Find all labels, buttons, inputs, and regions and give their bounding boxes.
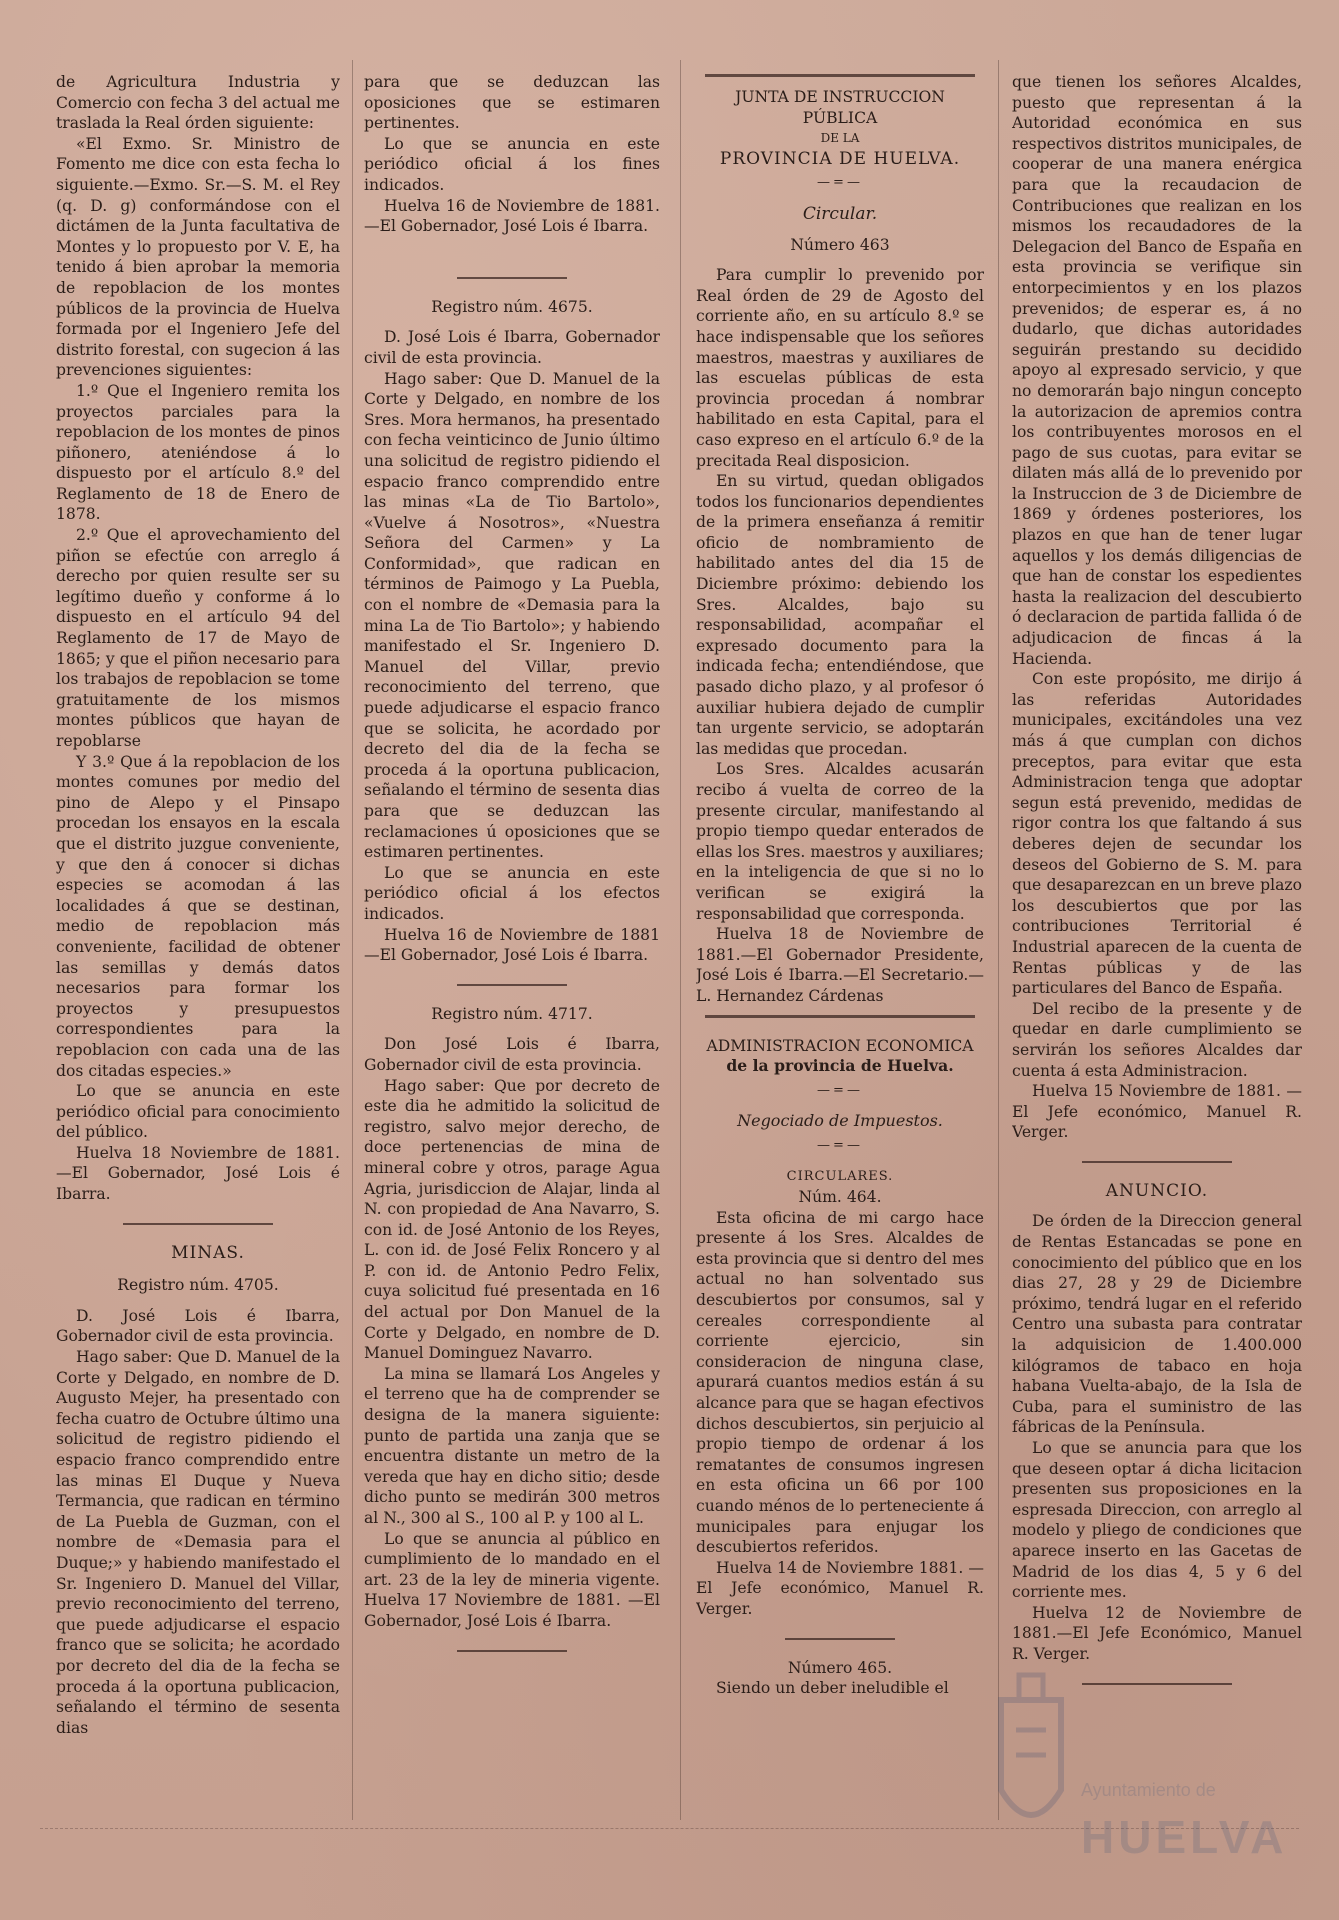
separator-rule	[705, 74, 975, 77]
section-heading: JUNTA DE INSTRUCCION PÚBLICA	[735, 88, 945, 127]
coat-of-arms-icon	[991, 1670, 1071, 1870]
paragraph: Lo que se anuncia para que los que deseen optar á dicha licitacion presenten sus proposiciones en la espresada Direccion, con arreglo al modelo y pliego de condiciones que aparece inserto en las Gacetas de Madrid de los dias 4, 5 y 6 del corriente mes.	[1012, 1439, 1302, 1602]
column-2	[364, 72, 660, 1822]
paragraph: La mina se llamará Los Angeles y el terreno que ha de comprender se designa de la manera siguiente: punto de partida una zanja que se encuentra distante un metro de la vereda que hay en dicho sitio; desde dicho punto se medirán 300 metros al N., 300 al S., 100 al P. y 100 al L.	[364, 1364, 660, 1527]
registro-header: Don José Lois é Ibarra, Gobernador civil de esta provincia.	[364, 1035, 660, 1074]
section-heading: DE LA	[820, 131, 860, 146]
column-4	[1012, 72, 1302, 1822]
paragraph: Esta oficina de mi cargo hace presente á los Sres. Alcaldes de esta provincia que si dentro del mes actual no han solventado sus descubiertos por consumos, sal y cereales correspondiente al corriente ejercicio, sin consideracion de ninguna clase, apurará cuantos medios están á su alcance para que se hagan efectivos dichos descubiertos, sin perjuicio al propio tiempo de ordenar á los rematantes de consumos ingresen en esta oficina un 66 por 100 cuando ménos de lo perteneciente á municipales para enjugar los descubiertos referidos.	[696, 1208, 984, 1557]
paragraph: 2.º Que el aprovechamiento del piñon se efectúe con arreglo á derecho por quien resulte ser su legítimo dueño y conforme á lo dispuesto en el artículo 94 del Reglamento de 17 de Mayo de 1865; y que el piñon necesario para los trabajos de repoblacion se tome gratuitamente de los mismos montes públicos que hayan de repoblarse	[56, 526, 340, 750]
registro-header: D. José Lois é Ibarra, Gobernador civil de esta provincia.	[364, 328, 660, 367]
paragraph: Hago saber: Que D. Manuel de la Corte y Delgado, en nombre de D. Augusto Mejer, ha presentado con fecha cuatro de Octubre último una solicitud de registro pidiendo el espacio franco comprendido entre las minas El Duque y Nueva Termancia, que radican en término de La Puebla de Guzman, con el nombre de «Demasia para el Duque;» y habiendo manifestado el Sr. Ingeniero D. Manuel del Villar, previo reconocimiento del terreno, que puede adjudicarse el espacio franco que se solicita; he acordado por decreto del dia de la fecha se proceda á la oportuna publicacion, señalando el término de sesenta dias	[56, 1348, 340, 1737]
circular-label: Circular.	[802, 203, 878, 224]
ornament-dash: —=—	[817, 175, 863, 191]
watermark-line-1: Ayuntamiento de	[1081, 1780, 1216, 1800]
paragraph: Del recibo de la presente y de quedar en darle cumplimiento se servirán los señores Alcaldes dar cuenta á esta Administracion.	[1012, 999, 1302, 1080]
watermark-line-2: HUELVA	[1081, 1811, 1288, 1863]
registro-title: Registro núm. 4705.	[117, 1276, 279, 1295]
column-divider	[998, 60, 999, 1820]
column-divider	[680, 60, 681, 1820]
paragraph: Siendo un deber ineludible el	[716, 1679, 949, 1698]
signature-line: Lo que se anuncia al público en cumplimiento de lo mandado en el art. 23 de la ley de mineria vigente. Huelva 17 Noviembre de 1881. —El Gobernador, José Lois é Ibarra.	[364, 1529, 660, 1630]
signature-line: Huelva 15 Noviembre de 1881. —El Jefe económico, Manuel R. Verger.	[1012, 1082, 1302, 1142]
circular-number: Número 463	[790, 235, 890, 254]
signature-line: Huelva 18 Noviembre de 1881. —El Gobernador, José Lois é Ibarra.	[56, 1143, 340, 1204]
paragraph: Con este propósito, me dirijo á las referidas Autoridades municipales, excitándoles una vez más á que cumplan con dichos preceptos, para evitar que esta Administracion tenga que adoptar segun está prevenido, medidas de rigor contra los que faltando á sus deberes dejen de secundar los deseos del Gobierno de S. M. para que desaparezcan en un breve plazo los descubiertos que por las contribuciones Territorial é Industrial aparecen de la cuenta de Rentas públicas y de las particulares del Banco de España.	[1012, 670, 1302, 998]
paragraph: En su virtud, quedan obligados todos los funcionarios dependientes de la primera enseñanza á remitir oficio de nombramiento de habilitado antes del dia 15 de Diciembre próximo: debiendo los Sres. Alcaldes, bajo su responsabilidad, acompañar el expresado documento para la indicada fecha; entendiéndose, que pasado dicho plazo, y al profesor ó auxiliar hubiera dejado de cumplir tan urgente servicio, se adoptarán las medidas que procedan.	[696, 472, 984, 758]
paragraph: para que se deduzcan las oposiciones que se estimaren pertinentes.	[364, 73, 660, 133]
circular-number: Núm. 464.	[798, 1188, 882, 1207]
section-heading: ADMINISTRACION ECONOMICA	[706, 1036, 974, 1055]
ornament-dash: —=—	[817, 1137, 863, 1153]
separator-rule	[457, 984, 567, 986]
signature-line: Huelva 18 de Noviembre de 1881.—El Gobernador Presidente, José Lois é Ibarra.—El Secretario.—L. Hernandez Cárdenas	[696, 925, 984, 1005]
paragraph: De órden de la Direccion general de Rentas Estancadas se pone en conocimiento del público que en los dias 27, 28 y 29 de Diciembre próximo, tendrá lugar en el referido Centro una subasta para contratar la adquisicion de 1.400.000 kilógramos de tabaco en hoja habana Vuelta-abajo, de la Isla de Cuba, para el suministro de las fábricas de la Península.	[1012, 1212, 1302, 1437]
ornament-dash: —=—	[817, 1082, 863, 1098]
signature-line: Huelva 12 de Noviembre de 1881.—El Jefe Económico, Manuel R. Verger.	[1012, 1603, 1302, 1663]
paragraph: Los Sres. Alcaldes acusarán recibo á vuelta de correo de la presente circular, manifestando al propio tiempo quedar enterados de ellas los Sres. maestros y auxiliares; en la inteligencia de que si no lo verifican se exigirá la responsabilidad que corresponda.	[696, 760, 984, 923]
section-heading: de la provincia de Huelva.	[726, 1056, 954, 1076]
column-3	[696, 72, 984, 1822]
paragraph: que tienen los señores Alcaldes, puesto que representan á la Autoridad económica en sus respectivos distritos municipales, de cooperar de una manera enérgica para que la recaudacion de Contribuciones que realizan en los mismos los recaudadores de la Delegacion del Banco de España en esta provincia se verifique sin entorpecimientos y en los plazos prevenidos; de esperar es, á no dudarlo, que dichas autoridades seguirán prestando su decidido apoyo al expresado servicio, y que no demorarán bajo ningun concepto la autorizacion de apremios contra los contribuyentes morosos en el pago de sus cuotas, para evitar se dilaten más allá de lo prevenido por la Instruccion de 3 de Diciembre de 1869 y órdenes posteriores, los plazos en que han de tener lugar aquellos y los demás diligencias de que han de constar los espedientes hasta la realizacion del descubierto ó declaracion de partida fallida ó de adjudicacion de fincas á la Hacienda.	[1012, 73, 1302, 668]
paragraph: Hago saber: Que por decreto de este dia he admitido la solicitud de registro, salvo mejor derecho, de doce pertenencias de mina de mineral cobre y otros, parage Agua Agria, jurisdiccion de Alajar, linda al N. con propiedad de Ana Navarro, S. con id. de José Antonio de los Reyes, L. con id. de José Felix Roncero y al P. con id. de Antonio Pedro Felix, cuya solicitud fué presentada en 16 del actual por Don Manuel de la Corte y Delgado, en nombre de D. Manuel Dominguez Navarro.	[364, 1076, 660, 1363]
paragraph: Para cumplir lo prevenido por Real órden de 29 de Agosto del corriente año, en su artículo 8.º se hace indispensable que los señores maestros, maestras y auxiliares de las escuelas públicas de esta provincia procedan á nombrar habilitado en esta Capital, para el caso expreso en el artículo 6.º de la precitada Real disposicion.	[696, 266, 984, 470]
circular-number: Número 465.	[787, 1658, 893, 1677]
signature-line: Huelva 16 de Noviembre de 1881 —El Gobernador, José Lois é Ibarra.	[364, 925, 660, 965]
paragraph: Hago saber: Que D. Manuel de la Corte y Delgado, en nombre de los Sres. Mora hermanos, ha presentado con fecha veinticinco de Junio último una solicitud de registro pidiendo el espacio franco comprendido entre las minas «La de Tio Bartolo», «Vuelve á Nosotros», «Nuestra Señora del Carmen» y La Conformidad», que radican en términos de Paimogo y La Puebla, con el nombre de «Demasia para la mina La de Tio Bartolo»; y habiendo manifestado el Sr. Ingeniero D. Manuel del Villar, previo reconocimiento del terreno, que puede adjudicarse el espacio franco que se solicita, he acordado por decreto del dia de la fecha se proceda á la oportuna publicacion, señalando el término de sesenta dias para que se deduzcan las reclamaciones ú oposiciones que se estimaren pertinentes.	[364, 369, 660, 862]
negociado-label: Negociado de Impuestos.	[737, 1111, 943, 1131]
archive-watermark	[991, 1670, 1311, 1880]
paragraph: Y 3.º Que á la repoblacion de los montes comunes por medio del pino de Alepo y el Pinsapo procedan los ensayos en la escala que el distrito juzgue conveniente, y que den á conocer si dichas especies se acomodan á las localidades á que se destinan, medio de repoblacion más conveniente, facilidad de obtener las semillas y demás datos necesarios para formar los proyectos y presupuestos correspondientes para la repoblacion con cada una de las dos citadas especies.»	[56, 752, 340, 1080]
separator-rule	[1082, 1161, 1232, 1163]
registro-header: D. José Lois é Ibarra, Gobernador civil de esta provincia.	[56, 1306, 340, 1346]
signature-line: Huelva 16 de Noviembre de 1881.—El Gobernador, José Lois é Ibarra.	[364, 196, 660, 236]
paragraph: 1.º Que el Ingeniero remita los proyectos parciales para la repoblacion de los montes de pinos piñonero, ateniéndose á lo dispuesto por el artículo 8.º del Reglamento de 18 de Enero de 1878.	[56, 381, 340, 524]
section-heading: MINAS.	[171, 1242, 245, 1263]
separator-rule	[785, 1638, 895, 1640]
section-heading: PROVINCIA DE HUELVA.	[719, 148, 961, 169]
paragraph: Lo que se anuncia en este periódico oficial á los fines indicados.	[364, 134, 660, 194]
column-1	[56, 72, 340, 1822]
separator-rule	[123, 1223, 273, 1225]
signature-line: Huelva 14 de Noviembre 1881. —El Jefe económico, Manuel R. Verger.	[696, 1558, 984, 1618]
section-heading: ANUNCIO.	[1105, 1180, 1209, 1201]
separator-rule	[457, 277, 567, 279]
column-divider	[352, 60, 353, 1820]
separator-rule	[457, 1650, 567, 1652]
paragraph: «El Exmo. Sr. Ministro de Fomento me dice con esta fecha lo siguiente.—Exmo. Sr.—S. M. el Rey (q. D. g) conformándose con el dictámen de la Junta facultativa de Montes y lo propuesto por V. E, ha tenido á bien aprobar la memoria de repoblacion de los montes públicos de la provincia de Huelva formada por el Ingeniero Jefe del distrito forestal, con sugecion á las prevenciones siguientes:	[56, 134, 340, 380]
paragraph: de Agricultura Industria y Comercio con fecha 3 del actual me traslada la Real órden siguiente:	[56, 73, 340, 133]
paragraph: Lo que se anuncia en este periódico oficial á los efectos indicados.	[364, 863, 660, 923]
separator-rule	[705, 1015, 975, 1018]
circulares-label: CIRCULARES.	[786, 1168, 894, 1184]
registro-title: Registro núm. 4675.	[431, 297, 593, 316]
paragraph: Lo que se anuncia en este periódico oficial para conocimiento del público.	[56, 1082, 340, 1142]
registro-title: Registro núm. 4717.	[431, 1004, 593, 1023]
